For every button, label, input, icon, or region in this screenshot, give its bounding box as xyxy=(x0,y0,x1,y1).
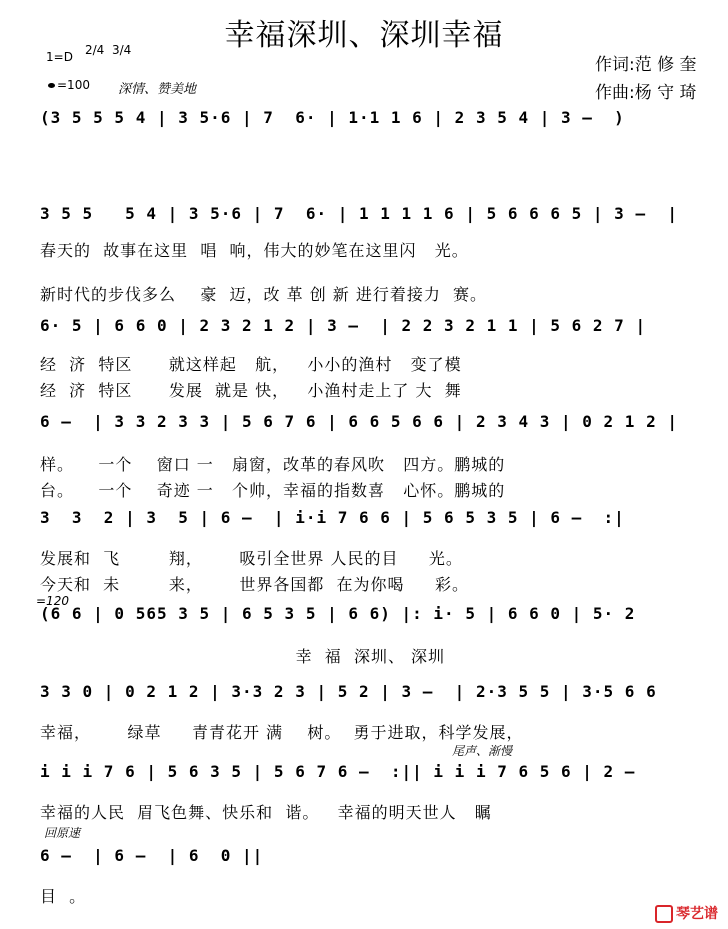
lyric-line-8: 幸福的人民 眉飞色舞、快乐和 谐。 幸福的明天世人 瞩 xyxy=(40,803,492,822)
notation-line-3: 6· 5 | 6 6 0 | 2 3 2 1 2 | 3 – | 2 2 3 2 1 1 | 5 6 2 7 | xyxy=(40,316,647,335)
time-signature-text: 3/4 xyxy=(112,43,132,57)
lyric-line-5b: 今天和 未 来， 世界各国都 在为你喝 彩。 xyxy=(40,575,469,594)
lyric-line-3a: 经 济 特区 就这样起 航， 小小的渔村 变了模 xyxy=(40,355,462,374)
lyric-line-4b: 台。 一个 奇迹 一 个帅，幸福的指数喜 心怀。鹏城的 xyxy=(40,481,506,500)
lyric-line-2a: 春天的 故事在这里 唱 响，伟大的妙笔在这里闪 光。 xyxy=(40,241,469,260)
notation-line-9: 6 – | 6 – | 6 0 || xyxy=(40,846,264,865)
lyric-line-7: 幸福， 绿草 青青花开 满 树。 勇于进取，科学发展， xyxy=(40,723,524,742)
time-signature-1 xyxy=(85,44,104,57)
notation-line-8: i i i 7 6 | 5 6 3 5 | 5 6 7 6 – :|| i i i 7 6 5 6 | 2 – xyxy=(40,762,636,781)
time-signature-text: 2/4 xyxy=(85,43,105,57)
notation-line-1: (3 5 5 5 4 | 3 5·6 | 7 6· | 1·1 1 6 | 2 3 5 4 | 3 – ) xyxy=(40,108,625,127)
lyricist-credit: 作词:范 修 奎 xyxy=(595,55,697,75)
logo-icon xyxy=(655,905,673,923)
lyric-line-5a: 发展和 飞 翔， 吸引全世界 人民的目 光。 xyxy=(40,549,463,568)
notation-line-5: 3 3 2 | 3 5 | 6 – | i·i 7 6 6 | 5 6 5 3 5 | 6 – :| xyxy=(40,508,625,527)
lyric-line-3b: 经 济 特区 发展 就是 快， 小渔村走上了 大 舞 xyxy=(40,381,462,400)
lyric-line-6: 幸 福 深圳、 深圳 xyxy=(40,647,446,666)
notation-line-2: 3 5 5 5 4 | 3 5·6 | 7 6· | 1 1 1 1 6 | 5 6 6 6 5 | 3 – | xyxy=(40,204,678,223)
notation-line-6: (6 6 | 0 565 3 5 | 6 5 3 5 | 6 6) |: i· 5 | 6 6 0 | 5· 2 xyxy=(40,604,636,623)
tempo-change-marking: =120 xyxy=(36,594,69,608)
lyric-line-4a: 样。 一个 窗口 一 扇窗，改革的春风吹 四方。鹏城的 xyxy=(40,455,506,474)
tempo-marking xyxy=(48,78,90,92)
notation-line-4: 6 – | 3 3 2 3 3 | 5 6 7 6 | 6 6 5 6 6 | 2 3 4 3 | 0 2 1 2 | xyxy=(40,412,678,431)
time-signature-2 xyxy=(112,44,131,57)
logo-text: 琴艺谱 xyxy=(676,906,718,922)
page-title: 幸福深圳、深圳幸福 xyxy=(224,18,504,53)
lyric-line-9: 目 。 xyxy=(40,887,87,906)
coda-marking: 回原速 xyxy=(44,826,81,840)
ending-marking: 尾声、渐慢 xyxy=(452,744,513,758)
key-signature: 1=D xyxy=(46,50,73,64)
site-logo xyxy=(655,903,718,923)
expression-marking: 深情、赞美地 xyxy=(118,82,197,97)
composer-credit: 作曲:杨 守 琦 xyxy=(595,83,697,103)
lyric-line-2b: 新时代的步伐多么 豪 迈，改 革 创 新 进行着接力 赛。 xyxy=(40,285,488,304)
notation-line-7: 3 3 0 | 0 2 1 2 | 3·3 2 3 | 5 2 | 3 – | 2·3 5 5 | 3·5 6 6 xyxy=(40,682,657,701)
quarter-note-icon xyxy=(48,83,55,88)
tempo-value: =100 xyxy=(57,78,90,92)
